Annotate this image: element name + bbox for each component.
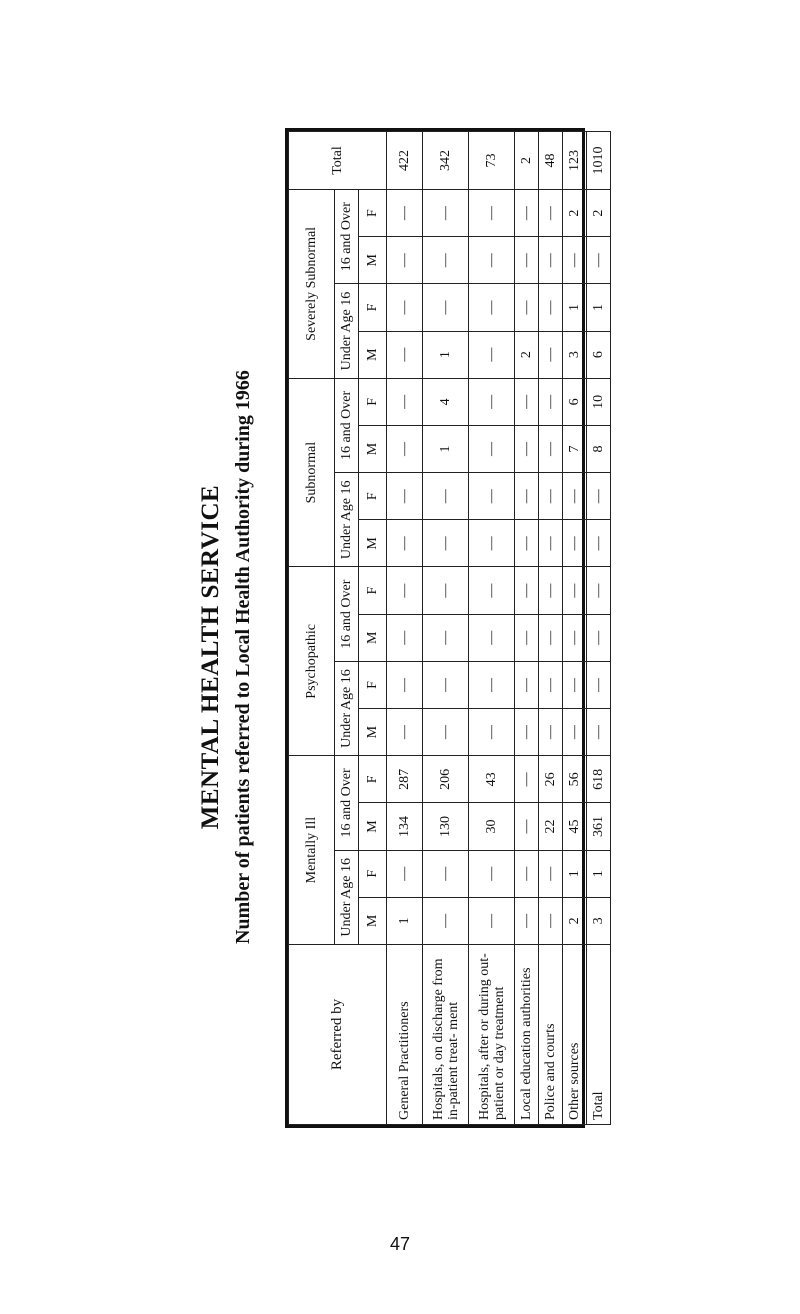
row-label: Police and courts xyxy=(539,945,563,1125)
table-cell: — xyxy=(469,378,515,425)
table-cell: — xyxy=(539,331,563,378)
row-label: Hospitals, after or during out-patient or day treatment xyxy=(469,945,515,1125)
table-cell: — xyxy=(515,190,539,237)
sex-header: M xyxy=(359,897,387,944)
row-total: 422 xyxy=(387,132,423,190)
table-cell: — xyxy=(587,473,611,520)
table-cell: 1 xyxy=(423,425,469,472)
table-cell: 43 xyxy=(469,756,515,803)
sex-header: M xyxy=(359,425,387,472)
table-cell: — xyxy=(387,850,423,897)
category-header: Subnormal xyxy=(289,378,335,567)
table-cell: — xyxy=(515,284,539,331)
table-cell: — xyxy=(563,473,587,520)
table-cell: 26 xyxy=(539,756,563,803)
table-cell: — xyxy=(515,661,539,708)
table-cell: — xyxy=(469,520,515,567)
table-cell: 2 xyxy=(563,190,587,237)
table-cell: — xyxy=(469,284,515,331)
sex-header: M xyxy=(359,614,387,661)
table-cell: — xyxy=(387,473,423,520)
table-cell: — xyxy=(469,897,515,944)
table-cell: — xyxy=(423,473,469,520)
table-cell: — xyxy=(539,897,563,944)
table-cell: — xyxy=(539,661,563,708)
table-cell: — xyxy=(387,284,423,331)
table-cell: — xyxy=(515,803,539,850)
sex-header: F xyxy=(359,756,387,803)
age-group-header: 16 and Over xyxy=(335,567,359,661)
table-row xyxy=(515,132,539,1125)
referrals-table xyxy=(285,128,606,1128)
table-cell: — xyxy=(563,661,587,708)
table-cell: — xyxy=(539,378,563,425)
row-total: 1010 xyxy=(587,132,611,190)
table-cell: — xyxy=(469,331,515,378)
table-row xyxy=(587,132,611,1125)
row-total: 73 xyxy=(469,132,515,190)
table-cell: 361 xyxy=(587,803,611,850)
table-cell: 22 xyxy=(539,803,563,850)
table-cell: — xyxy=(423,284,469,331)
sex-header: F xyxy=(359,661,387,708)
table-cell: — xyxy=(423,709,469,756)
sex-header: M xyxy=(359,237,387,284)
table-cell: — xyxy=(387,567,423,614)
table-cell: — xyxy=(469,850,515,897)
sex-header: F xyxy=(359,378,387,425)
table-cell: — xyxy=(515,520,539,567)
table-cell: 56 xyxy=(563,756,587,803)
table-cell: — xyxy=(539,190,563,237)
table-cell: — xyxy=(423,190,469,237)
table-cell: — xyxy=(515,378,539,425)
age-group-header: 16 and Over xyxy=(335,756,359,850)
table-cell: — xyxy=(563,614,587,661)
table-cell: 618 xyxy=(587,756,611,803)
table-cell: 30 xyxy=(469,803,515,850)
row-total: 342 xyxy=(423,132,469,190)
age-group-header: Under Age 16 xyxy=(335,284,359,378)
table-cell: — xyxy=(515,567,539,614)
table-cell: — xyxy=(539,237,563,284)
table-cell: — xyxy=(423,850,469,897)
table-cell: 287 xyxy=(387,756,423,803)
table-cell: 1 xyxy=(563,284,587,331)
table-cell: 4 xyxy=(423,378,469,425)
table-cell: — xyxy=(515,473,539,520)
table-cell: — xyxy=(587,709,611,756)
table-cell: 1 xyxy=(587,850,611,897)
table-cell: — xyxy=(387,331,423,378)
table-cell: — xyxy=(563,567,587,614)
table-cell: — xyxy=(515,614,539,661)
table-cell: — xyxy=(539,567,563,614)
table-cell: — xyxy=(539,709,563,756)
row-total: 2 xyxy=(515,132,539,190)
age-group-header: 16 and Over xyxy=(335,378,359,472)
table-cell: — xyxy=(387,190,423,237)
table-cell: 2 xyxy=(587,190,611,237)
sex-header: M xyxy=(359,520,387,567)
table-cell: — xyxy=(469,567,515,614)
table-cell: — xyxy=(469,237,515,284)
table-row xyxy=(469,132,515,1125)
table-cell: — xyxy=(469,709,515,756)
age-group-header: 16 and Over xyxy=(335,190,359,284)
table-cell: 130 xyxy=(423,803,469,850)
table-row xyxy=(563,132,587,1125)
table-cell: — xyxy=(515,850,539,897)
table-row xyxy=(387,132,423,1125)
page-title: MENTAL HEALTH SERVICE xyxy=(197,484,224,830)
table-cell: — xyxy=(423,614,469,661)
table-cell: — xyxy=(387,425,423,472)
table-cell: 134 xyxy=(387,803,423,850)
table-cell: — xyxy=(587,237,611,284)
table-cell: — xyxy=(387,614,423,661)
table-cell: 1 xyxy=(563,850,587,897)
page-number: 47 xyxy=(389,1234,411,1254)
category-header: Severely Subnormal xyxy=(289,190,335,379)
table-cell: — xyxy=(387,378,423,425)
sex-header: F xyxy=(359,567,387,614)
table-cell: 206 xyxy=(423,756,469,803)
table-cell: 6 xyxy=(587,331,611,378)
row-label: Total xyxy=(587,945,611,1125)
table-cell: — xyxy=(515,237,539,284)
table-cell: — xyxy=(423,661,469,708)
table-cell: — xyxy=(387,709,423,756)
age-group-header: Under Age 16 xyxy=(335,473,359,567)
table-cell: 1 xyxy=(387,897,423,944)
table-cell: — xyxy=(539,520,563,567)
table-cell: — xyxy=(515,709,539,756)
row-total: 48 xyxy=(539,132,563,190)
sex-header: M xyxy=(359,331,387,378)
table-cell: — xyxy=(515,756,539,803)
table-cell: 3 xyxy=(563,331,587,378)
category-header: Psychopathic xyxy=(289,567,335,756)
table-cell: 1 xyxy=(587,284,611,331)
table-cell: — xyxy=(387,520,423,567)
table-cell: — xyxy=(539,473,563,520)
table-cell: 1 xyxy=(423,331,469,378)
table-cell: — xyxy=(469,190,515,237)
table-cell: — xyxy=(539,850,563,897)
sex-header: F xyxy=(359,850,387,897)
age-group-header: Under Age 16 xyxy=(335,661,359,755)
sex-header: M xyxy=(359,709,387,756)
table-cell: — xyxy=(423,897,469,944)
table-cell: 2 xyxy=(563,897,587,944)
table-cell: — xyxy=(563,237,587,284)
sex-header: M xyxy=(359,803,387,850)
table-cell: — xyxy=(469,425,515,472)
table-cell: — xyxy=(423,520,469,567)
table-cell: — xyxy=(587,661,611,708)
sex-header: F xyxy=(359,473,387,520)
table-cell: — xyxy=(587,520,611,567)
table-cell: — xyxy=(539,284,563,331)
table-cell: — xyxy=(423,567,469,614)
page-subtitle: Number of patients referred to Local Health Authority during 1966 xyxy=(232,370,254,944)
category-header: Mentally Ill xyxy=(289,756,335,945)
table-cell: — xyxy=(515,897,539,944)
table-cell: — xyxy=(587,614,611,661)
table-cell: — xyxy=(563,520,587,567)
table-cell: — xyxy=(563,709,587,756)
table-cell: 10 xyxy=(587,378,611,425)
table-cell: — xyxy=(587,567,611,614)
table-cell: — xyxy=(469,473,515,520)
age-group-header: Under Age 16 xyxy=(335,850,359,944)
table-cell: — xyxy=(469,661,515,708)
table-cell: — xyxy=(423,237,469,284)
table-row xyxy=(539,132,563,1125)
table-cell: 3 xyxy=(587,897,611,944)
table-cell: — xyxy=(387,661,423,708)
table-cell: 7 xyxy=(563,425,587,472)
table-cell: — xyxy=(515,425,539,472)
table-cell: — xyxy=(469,614,515,661)
row-label: Other sources xyxy=(563,945,587,1125)
sex-header: F xyxy=(359,284,387,331)
table-row xyxy=(423,132,469,1125)
table-cell: — xyxy=(539,614,563,661)
table-cell: — xyxy=(387,237,423,284)
row-label: General Practitioners xyxy=(387,945,423,1125)
table-cell: 2 xyxy=(515,331,539,378)
sex-header: F xyxy=(359,190,387,237)
row-label: Hospitals, on discharge from in-patient treat- ment xyxy=(423,945,469,1125)
table-cell: 45 xyxy=(563,803,587,850)
table-cell: 8 xyxy=(587,425,611,472)
table-cell: 6 xyxy=(563,378,587,425)
row-total: 123 xyxy=(563,132,587,190)
table-cell: — xyxy=(539,425,563,472)
row-label: Local education authorities xyxy=(515,945,539,1125)
referred-by-header: Referred by xyxy=(289,945,387,1125)
total-column-header: Total xyxy=(289,132,387,190)
